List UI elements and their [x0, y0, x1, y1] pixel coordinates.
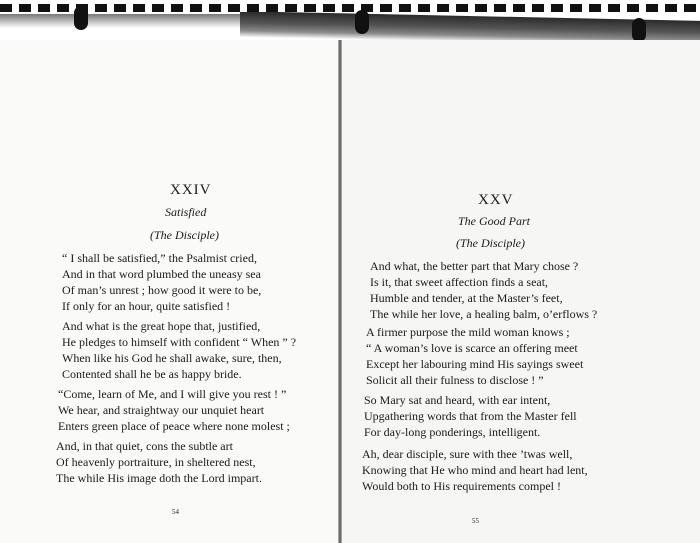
verse-line: Humble and tender, at the Master’s feet, [370, 291, 563, 305]
poem-numeral: XXIV [170, 182, 212, 198]
verse-line: Enters green place of peace where none molest ; [58, 419, 290, 433]
verse-line: For day-long ponderings, intelligent. [364, 425, 541, 439]
binding-ring [74, 6, 88, 30]
stanza [370, 258, 597, 322]
page-number: 55 [472, 517, 479, 525]
binding-shadow-left [0, 14, 260, 28]
stanza [58, 386, 290, 434]
poem-title: Satisfied [165, 205, 207, 219]
verse-line: Of man’s unrest ; how good it were to be, [62, 283, 262, 297]
binding-strip [0, 0, 700, 44]
binding-edge [0, 4, 700, 12]
verse-line: Of heavenly portraiture, in sheltered nest, [56, 455, 256, 469]
verse-line: He pledges to himself with confident “ When ” ? [62, 335, 297, 349]
stanza [364, 392, 577, 440]
verse-line: Except her labouring mind His sayings sweet [366, 357, 584, 371]
verse-line: We hear, and straightway our unquiet heart [58, 403, 265, 417]
book-gutter [338, 40, 342, 543]
verse-line: “ A woman’s love is scarce an offering meet [366, 341, 578, 355]
verse-line: The while her love, a healing balm, o’erflows ? [370, 307, 598, 321]
stanza [366, 324, 583, 388]
page-number: 54 [172, 508, 179, 516]
poem-attribution: (The Disciple) [456, 236, 525, 250]
stanza [56, 438, 262, 486]
stanza [62, 318, 296, 382]
verse-line: Would both to His requirements compel ! [362, 479, 561, 493]
binding-ring [355, 10, 369, 34]
verse-line: Knowing that He who mind and heart had lent, [362, 463, 588, 477]
poem-numeral: XXV [478, 192, 514, 208]
verse-line: If only for an hour, quite satisfied ! [62, 299, 231, 313]
poem-attribution: (The Disciple) [150, 228, 219, 242]
stanza [62, 250, 261, 314]
verse-line: When like his God he shall awake, sure, then, [62, 351, 282, 365]
verse-line: So Mary sat and heard, with ear intent, [364, 393, 551, 407]
verse-line: Is it, that sweet affection finds a seat, [370, 275, 549, 289]
verse-line: Solicit all their fulness to disclose ! ” [366, 373, 544, 387]
verse-line: A firmer purpose the mild woman knows ; [366, 325, 570, 339]
verse-line: And, in that quiet, cons the subtle art [56, 439, 233, 453]
verse-line: “Come, learn of Me, and I will give you rest ! ” [58, 387, 287, 401]
verse-line: And what is the great hope that, justified, [62, 319, 261, 333]
verse-line: Ah, dear disciple, sure with thee ’twas well, [362, 447, 573, 461]
poem-title: The Good Part [458, 214, 530, 228]
verse-line: “ I shall be satisfied,” the Psalmist cried, [62, 251, 257, 265]
verse-line: Contented shall he be as happy bride. [62, 367, 242, 381]
verse-line: And what, the better part that Mary chose ? [370, 259, 579, 273]
binding-ring [632, 18, 646, 42]
verse-line: The while His image doth the Lord impart. [56, 471, 262, 485]
verse-line: And in that word plumbed the uneasy sea [62, 267, 261, 281]
verse-line: Upgathering words that from the Master fell [364, 409, 577, 423]
stanza [362, 446, 588, 494]
